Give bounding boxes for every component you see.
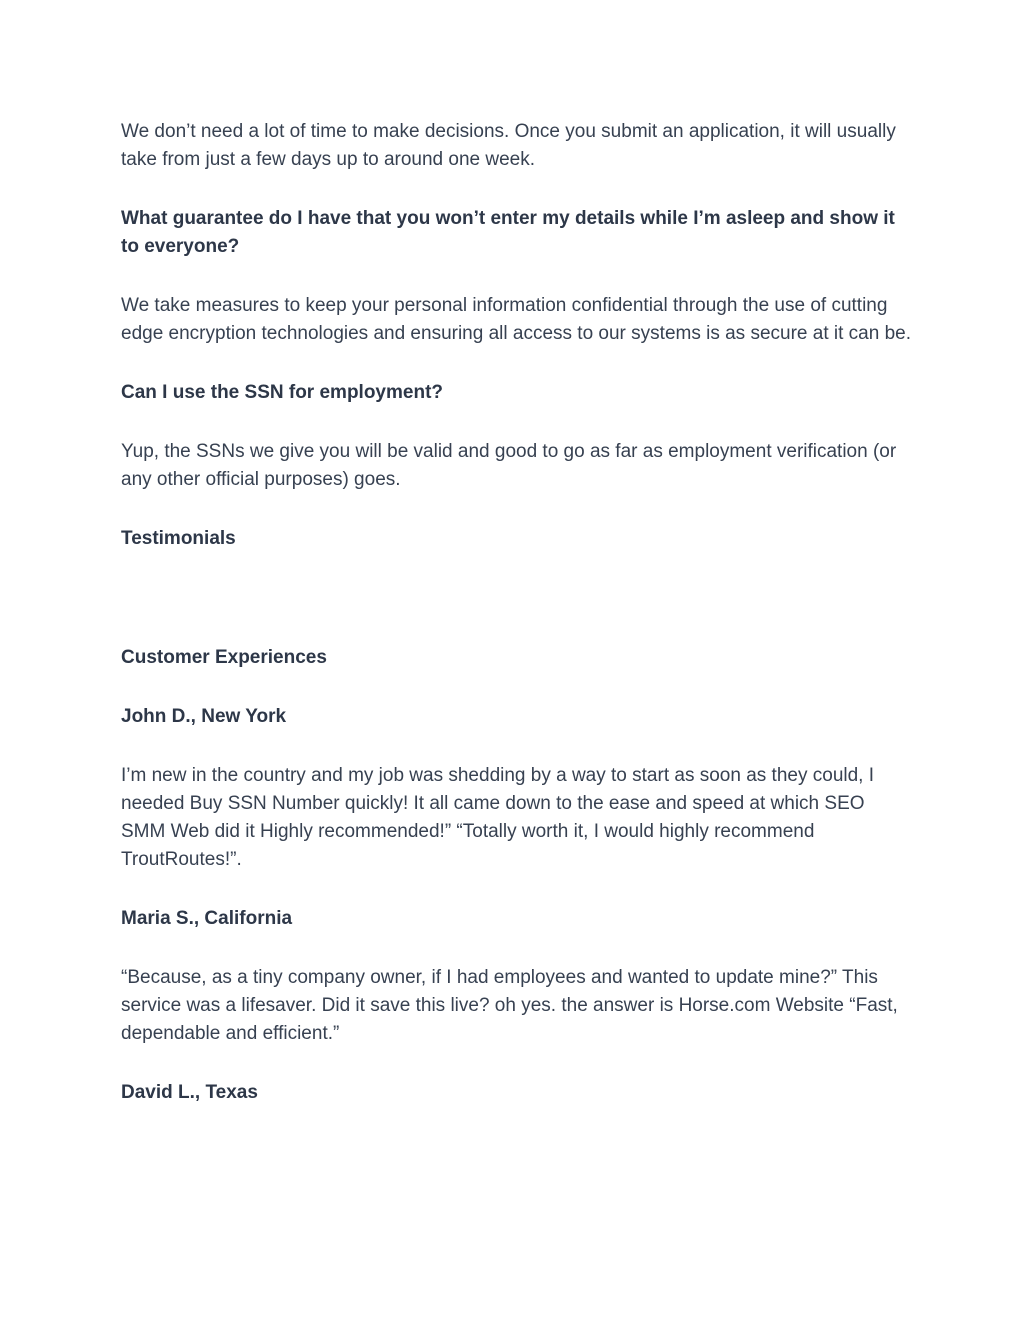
faq-guarantee-answer: We take measures to keep your personal information confidential through the use of cutting edge encryption technologies and ensuring all access to our systems is as secure at it can be. [121,295,911,344]
customer-experiences-heading: Customer Experiences [121,647,327,668]
document-page [121,118,911,1107]
testimonials-heading: Testimonials [121,528,236,549]
testimonial-author-john: John D., New York [121,706,287,727]
testimonial-author-maria: Maria S., California [121,908,293,929]
testimonial-text-maria: “Because, as a tiny company owner, if I had employees and wanted to update mine?” This service was a lifesaver. Did it save this live? oh yes. the answer is Horse.com Website “Fast, dependable and efficient.” [121,967,898,1044]
testimonial-author-david: David L., Texas [121,1082,258,1103]
testimonial-text-john: I’m new in the country and my job was shedding by a way to start as soon as they could, I needed Buy SSN Number quickly! It all came down to the ease and speed at which SEO SMM Web did it Highly recommended!” “Totally worth it, I would highly recommend TroutRoutes!”. [121,765,875,870]
faq-guarantee-question: What guarantee do I have that you won’t enter my details while I’m asleep and show it to everyone? [121,208,895,257]
faq-employment-answer: Yup, the SSNs we give you will be valid and good to go as far as employment verification (or any other official purposes) goes. [121,441,897,490]
section-spacer [121,553,911,613]
decision-time-paragraph: We don’t need a lot of time to make decisions. Once you submit an application, it will usually take from just a few days up to around one week. [121,121,896,170]
faq-employment-question: Can I use the SSN for employment? [121,382,443,403]
